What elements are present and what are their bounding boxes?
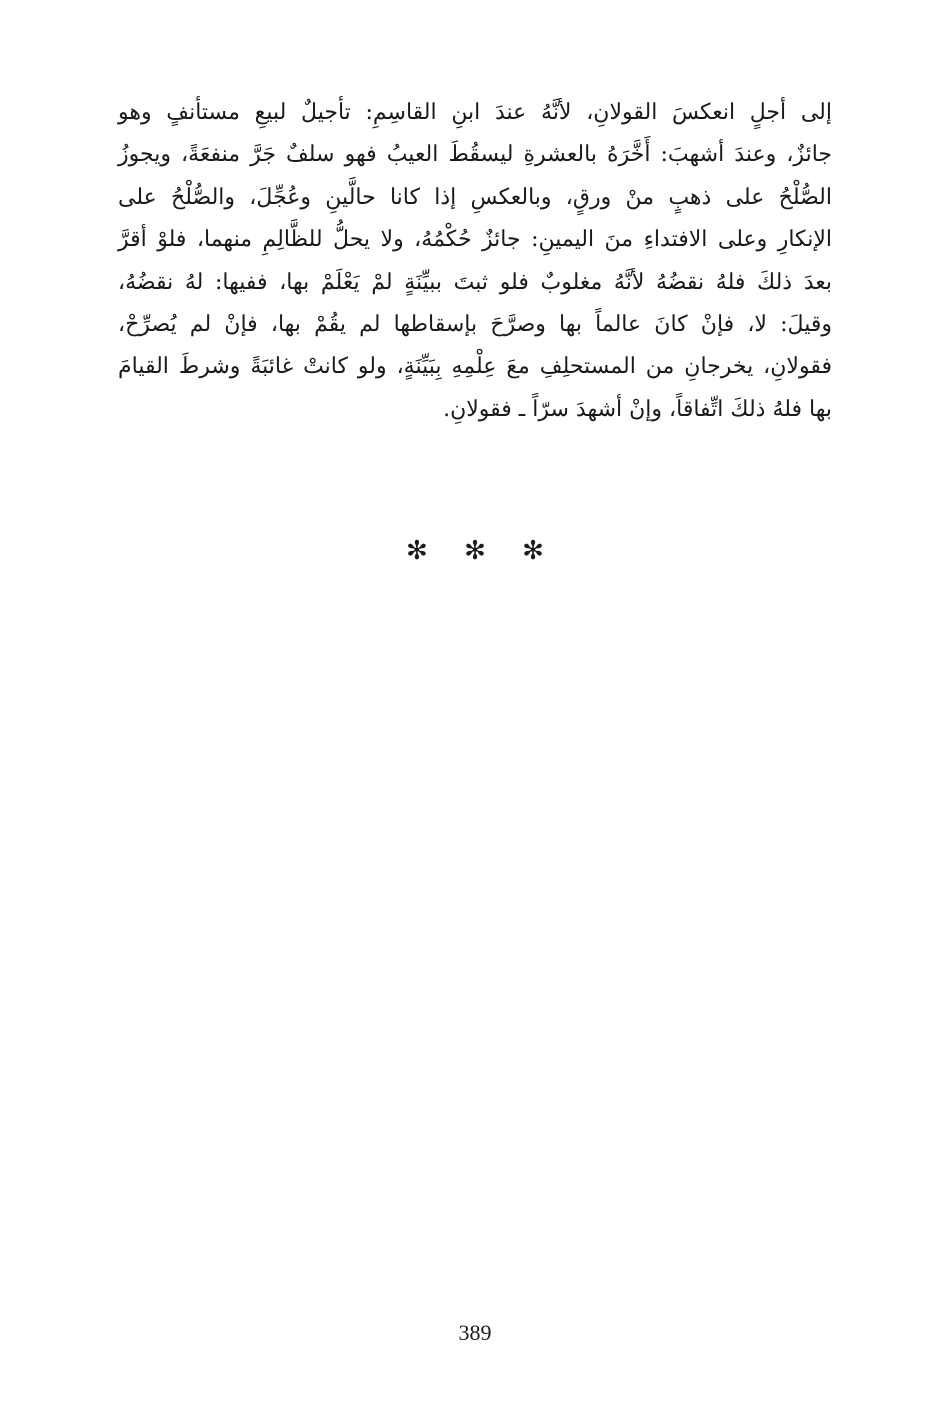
text-line-8: بها فلهُ ذلكَ اتِّفاقاً، وإنْ أشهدَ سرّاً ـ فقولانِ.	[443, 396, 832, 422]
text-line-2: جائزٌ، وعندَ أشهبَ: أَخَّرَهُ بالعشرةِ ليسقُطَ العيبُ فهو سلفٌ جَرَّ منفعَةً، ويجوزُ	[118, 142, 832, 168]
text-line-6: وقيلَ: لا، فإنْ كانَ عالماً بها وصرَّحَ بإسقاطها لم يقُمْ بها، فإنْ لم يُصرِّحْ،	[118, 311, 832, 337]
page-number: 389	[458, 1320, 492, 1345]
text-line-5: بعدَ ذلكَ فلهُ نقضُهُ لأنَّهُ مغلوبٌ فلو ثبتَ ببيِّنَةٍ لمْ يَعْلَمْ بها، ففيها: لهُ نقضُهُ،	[118, 269, 832, 295]
text-line-1: إلى أجلٍ انعكسَ القولانِ، لأنَّهُ عندَ ابنِ القاسِمِ: تأجيلٌ لبيعِ مستأنفٍ وهو	[118, 100, 832, 125]
text-line-3: الصُّلْحُ على ذهبٍ منْ ورقٍ، وبالعكسِ إذا كانا حالَّينِ وعُجِّلَ، والصُّلْحُ على	[118, 184, 832, 210]
text-line-7: فقولانِ، يخرجانِ من المستحلِفِ معَ عِلْمِهِ بِبَيِّنَةٍ، ولو كانتْ غائبَةً وشرطَ القيامَ	[118, 354, 832, 380]
body-text	[118, 92, 832, 431]
text-line-4: الإنكارِ وعلى الافتداءِ منَ اليمينِ: جائزٌ حُكْمُهُ، ولا يحلُّ للظَّالِمِ منهما، فلوْ أقرَّ	[118, 227, 832, 253]
section-separator: ✻ ✻ ✻	[406, 536, 544, 566]
